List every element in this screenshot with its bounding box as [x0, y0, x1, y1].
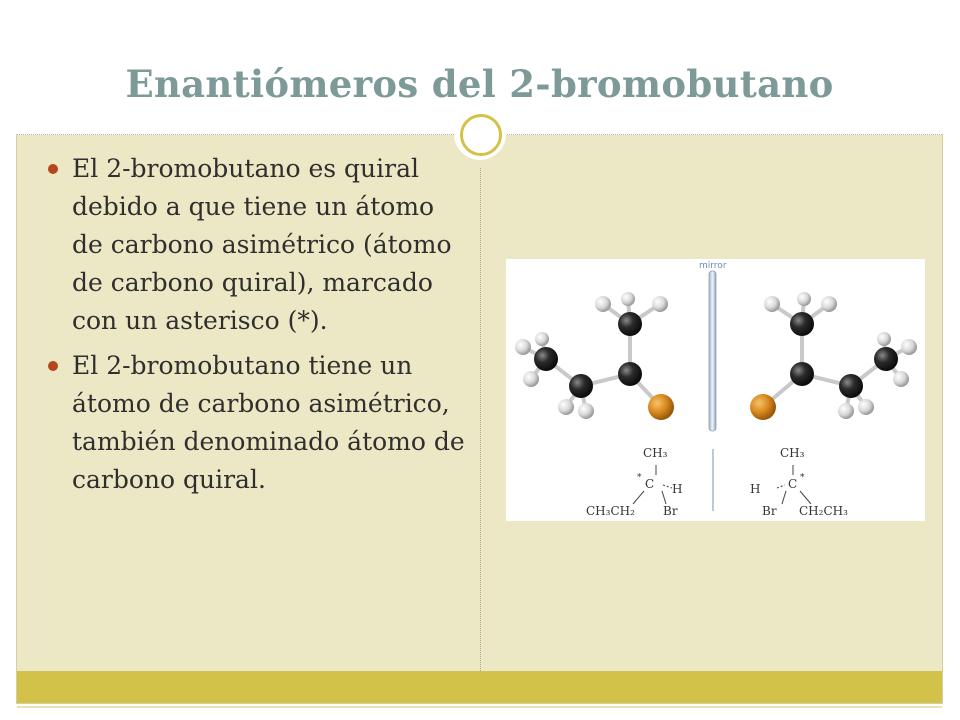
bromine-atom	[750, 394, 776, 420]
bullet-list	[48, 150, 468, 506]
hydrogen-atom	[558, 399, 574, 415]
hydrogen-atom	[838, 403, 854, 419]
mirror-label: mirror	[699, 261, 727, 271]
carbon-atom	[618, 312, 642, 336]
footer-line	[17, 706, 942, 708]
left-h-label: H	[672, 482, 683, 496]
bullet-text: El 2-bromobutano es quiral debido a que tiene un átomo de carbono asimétrico (átomo de carbono quiral), marcado con un asterisco (*).	[72, 154, 452, 335]
carbon-atom	[534, 347, 558, 371]
left-ch3-label: CH₃	[643, 446, 668, 460]
enantiomer-figure	[506, 259, 925, 521]
hydrogen-atom	[858, 399, 874, 415]
molecule-models	[506, 259, 925, 521]
right-h-label: H	[750, 482, 761, 496]
right-chiral-star: *	[800, 473, 805, 483]
hydrogen-atom	[877, 332, 891, 346]
right-ethyl-label: CH₂CH₃	[799, 504, 848, 518]
hydrogen-atom	[621, 292, 635, 306]
left-carbon-label: C	[645, 477, 655, 491]
bullet-item	[48, 150, 468, 340]
bullet-dot-icon	[48, 361, 58, 371]
hydrogen-atom	[578, 403, 594, 419]
bromine-atom	[648, 394, 674, 420]
carbon-atom	[569, 374, 593, 398]
formula-bonds	[633, 465, 811, 504]
bullet-text: El 2-bromobutano tiene un átomo de carbono asimétrico, también denominado átomo de carbono quiral.	[72, 351, 465, 494]
hydrogen-atom	[764, 296, 780, 312]
carbon-atom	[874, 347, 898, 371]
column-divider	[480, 168, 481, 671]
left-ethyl-label: CH₃CH₂	[586, 504, 635, 518]
right-carbon-label: C	[788, 477, 798, 491]
hydrogen-atom	[797, 292, 811, 306]
hydrogen-atom	[821, 296, 837, 312]
hydrogen-atom	[893, 371, 909, 387]
slide-title: Enantiómeros del 2-bromobutano	[125, 62, 834, 106]
footer-accent-bar	[17, 671, 942, 703]
hydrogen-atom	[523, 371, 539, 387]
bullet-item	[48, 347, 468, 499]
left-br-label: Br	[663, 504, 678, 518]
left-chiral-star: *	[637, 473, 642, 483]
right-br-label: Br	[762, 504, 777, 518]
hydrogen-atom	[901, 339, 917, 355]
hydrogen-atom	[535, 332, 549, 346]
hydrogen-atom	[595, 296, 611, 312]
hydrogen-atom	[515, 339, 531, 355]
chiral-carbon-atom	[790, 362, 814, 386]
hydrogen-atom	[652, 296, 668, 312]
carbon-atom	[839, 374, 863, 398]
mirror-plane	[709, 271, 716, 431]
carbon-atom	[790, 312, 814, 336]
right-ch3-label: CH₃	[780, 446, 805, 460]
chiral-carbon-atom	[618, 362, 642, 386]
mirror-line	[712, 449, 714, 511]
bullet-dot-icon	[48, 164, 58, 174]
